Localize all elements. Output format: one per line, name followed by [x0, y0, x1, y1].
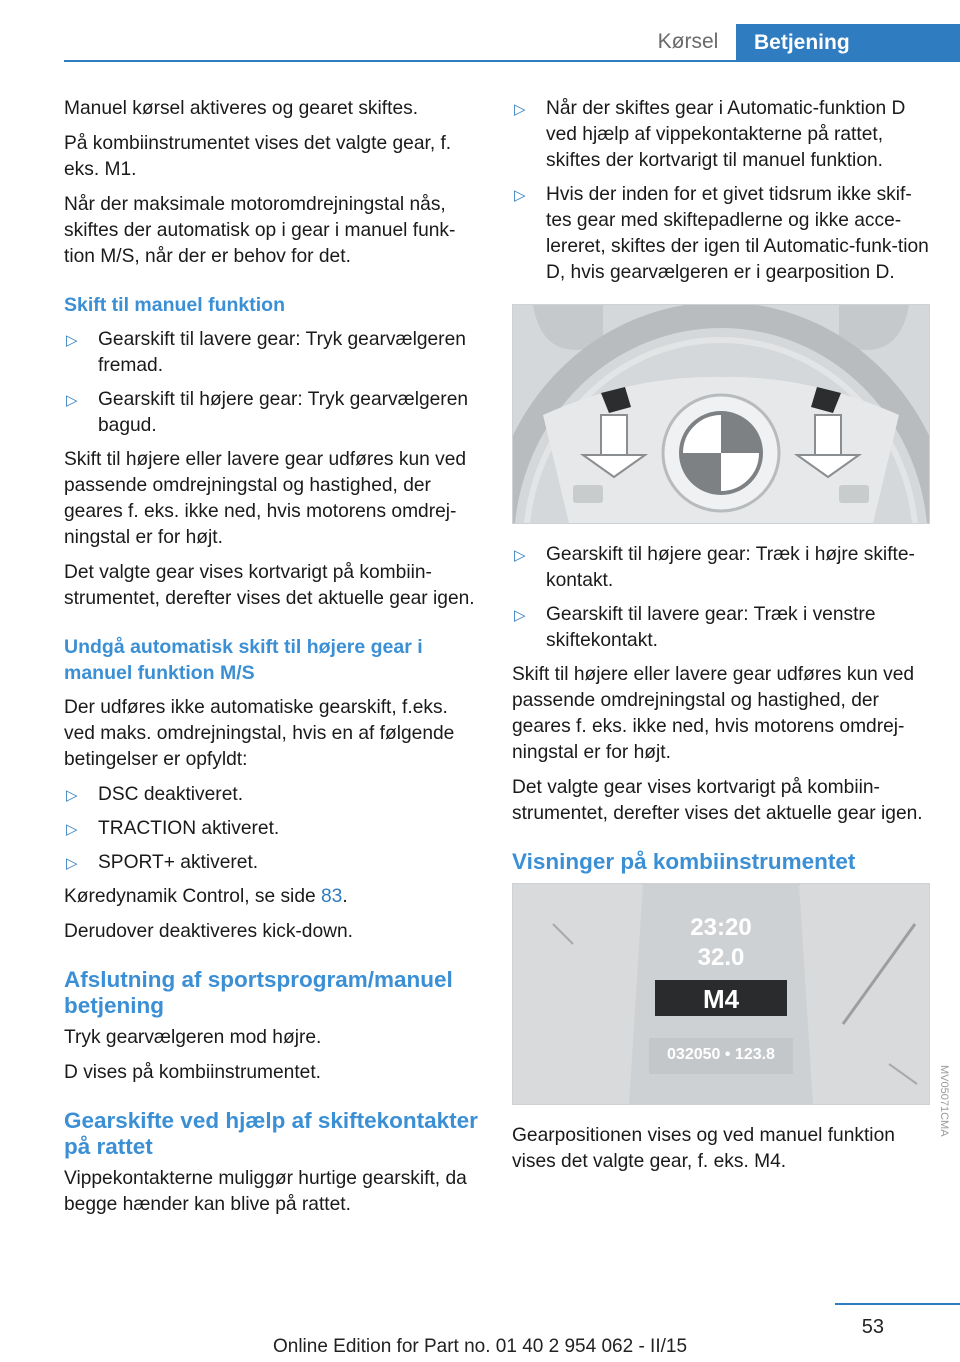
automatic-mode-list	[512, 96, 932, 286]
cluster-gear-indicator: M4	[702, 984, 740, 1014]
list-item: ▷ Gearskift til lavere gear: Tryk gearvælgeren fremad.	[66, 329, 466, 376]
steering-wheel-illustration	[513, 305, 929, 523]
list-item: ▷ DSC deaktiveret.	[64, 782, 484, 808]
right-column	[512, 96, 932, 1184]
paragraph: Det valgte gear vises kortvarigt på kombiin‐strumentet, derefter vises det aktuelle gear igen.	[64, 562, 475, 609]
steering-wheel-paddles-figure	[512, 304, 930, 524]
cluster-temperature: 32.0	[697, 944, 745, 971]
paragraph: D vises på kombiinstrumentet.	[64, 1062, 321, 1083]
heading-avoid-upshift: Undgå automatisk skift til højere gear i manuel funktion M/S	[64, 636, 423, 684]
cluster-odometer: 032050 • 123.8	[667, 1046, 775, 1063]
paragraph: Manuel kørsel aktiveres og gearet skiftes.	[64, 98, 419, 119]
list-item: ▷ Gearskift til højere gear: Træk i højre skifte‐kontakt.	[514, 544, 915, 591]
triangle-bullet-icon: ▷	[514, 607, 526, 624]
list-item: ▷ Hvis der inden for et givet tidsrum ikke skif‐tes gear med skiftepadlerne og ikke acce‐lereret, skiftes der igen til Automatic-funk‐tion D, hvis gearvælgeren er i gearposition D.	[514, 184, 929, 283]
footer-rule	[835, 1303, 960, 1305]
page-reference-link[interactable]: 83	[321, 886, 343, 907]
heading-cluster-displays: Visninger på kombiinstrumentet	[512, 849, 856, 874]
triangle-bullet-icon: ▷	[66, 392, 78, 409]
paragraph: Tryk gearvælgeren mod højre.	[64, 1027, 322, 1048]
list-item: ▷ TRACTION aktiveret.	[64, 816, 484, 842]
left-column	[64, 96, 484, 1227]
header-rule	[64, 60, 960, 62]
triangle-bullet-icon: ▷	[514, 547, 526, 564]
paragraph: Køredynamik Control, se side 83.	[64, 886, 348, 907]
paragraph: Skift til højere eller lavere gear udføres kun ved passende omdrejningstal og hastighed, der geares f. eks. ikke ned, hvis motorens omdrej‐ningstal er for højt.	[64, 449, 467, 548]
paragraph: Vippekontakterne muliggør hurtige gearskift, da begge hænder kan blive på rattet.	[64, 1168, 467, 1215]
heading-manual-shift: Skift til manuel funktion	[64, 294, 286, 316]
paragraph: Der udføres ikke automatiske gearskift, f.eks. ved maks. omdrejningstal, hvis en af følgende betingelser er opfyldt:	[64, 697, 455, 770]
list-item: ▷ Gearskift til højere gear: Tryk gearvælgeren bagud.	[66, 389, 469, 436]
edition-footer	[0, 1336, 960, 1358]
conditions-list	[64, 782, 484, 876]
paragraph: Gearpositionen vises og ved manuel funktion vises det valgte gear, f. eks. M4.	[512, 1125, 895, 1172]
figure-code: MV05071CMA	[938, 1065, 950, 1137]
triangle-bullet-icon: ▷	[66, 332, 78, 349]
triangle-bullet-icon: ▷	[66, 821, 78, 838]
page-header	[0, 0, 960, 62]
triangle-bullet-icon: ▷	[514, 101, 526, 118]
list-item: ▷ SPORT+ aktiveret.	[64, 850, 484, 876]
heading-end-sport-program: Afslutning af sportsprogram/manuel betjening	[64, 967, 453, 1018]
paragraph: Skift til højere eller lavere gear udføres kun ved passende omdrejningstal og hastighed, der geares f. eks. ikke ned, hvis motorens omdrej‐ningstal er for højt.	[512, 664, 915, 763]
list-item: ▷ Når der skiftes gear i Automatic-funktion D ved hjælp af vippekontakterne på rattet, skiftes der kortvarigt til manuel funktion.	[514, 98, 906, 171]
page-number: 53	[861, 1316, 884, 1338]
triangle-bullet-icon: ▷	[66, 787, 78, 804]
cluster-time: 23:20	[690, 914, 752, 941]
paragraph: På kombiinstrumentet vises det valgte gear, f. eks. M1.	[64, 133, 452, 180]
heading-shift-paddles: Gearskifte ved hjælp af skiftekontakter på rattet	[64, 1108, 478, 1159]
edition-text: Online Edition for Part no. 01 40 2 954 062 - II/15	[272, 1336, 688, 1357]
triangle-bullet-icon: ▷	[66, 855, 78, 872]
paragraph: Når der maksimale motoromdrejningstal nås, skiftes der automatisk op i gear i manuel funk‐tion M/S, når der er behov for det.	[64, 194, 456, 267]
list-item: ▷ Gearskift til lavere gear: Træk i venstre skiftekontakt.	[514, 604, 876, 651]
paragraph: Derudover deaktiveres kick-down.	[64, 921, 354, 942]
section-tab-korsel[interactable]: Kørsel	[657, 30, 719, 53]
instrument-cluster-figure	[512, 883, 930, 1105]
shift-list	[64, 327, 484, 439]
triangle-bullet-icon: ▷	[514, 187, 526, 204]
paddle-list	[512, 542, 932, 654]
paragraph: Det valgte gear vises kortvarigt på kombiin‐strumentet, derefter vises det aktuelle gear igen.	[512, 777, 923, 824]
section-tab-betjening[interactable]: Betjening	[736, 24, 960, 62]
